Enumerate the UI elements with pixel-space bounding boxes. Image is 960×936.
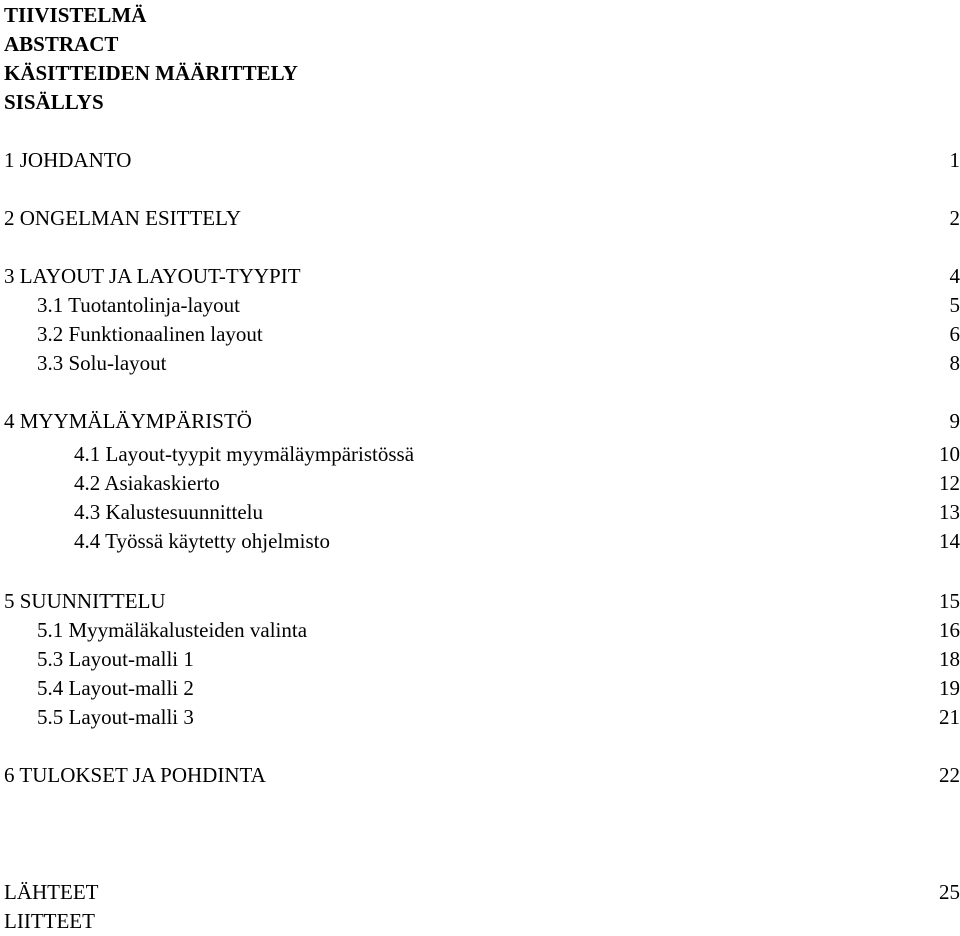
toc-entry-section-4-3[interactable]: [0, 498, 960, 527]
toc-entry-section-5-3[interactable]: [0, 645, 960, 674]
toc-entry-label: 5.4 Layout-malli 2: [37, 674, 194, 703]
toc-page-number: 6: [950, 320, 960, 349]
toc-entry-label: 3.3 Solu-layout: [37, 349, 167, 378]
toc-entry-chapter-2[interactable]: [0, 204, 960, 233]
toc-page-number: 9: [950, 407, 960, 436]
toc-page-number: 22: [939, 761, 960, 790]
toc-entry-label: 4.2 Asiakaskierto: [74, 469, 220, 498]
toc-entry-label: 5.3 Layout-malli 1: [37, 645, 194, 674]
toc-entry-section-4-1[interactable]: [0, 440, 960, 469]
toc-page-number: 21: [939, 703, 960, 732]
toc-page-number: 19: [939, 674, 960, 703]
toc-page-number: 8: [950, 349, 960, 378]
toc-page-number: 4: [950, 262, 960, 291]
toc-entry-lahteet[interactable]: [0, 878, 960, 907]
toc-entry-label: 4.3 Kalustesuunnittelu: [74, 498, 263, 527]
toc-entry-label: 4 MYYMÄLÄYMPÄRISTÖ: [4, 407, 252, 436]
toc-entry-chapter-5[interactable]: [0, 587, 960, 616]
front-heading-sisallys: [0, 88, 960, 117]
toc-entry-chapter-6[interactable]: [0, 761, 960, 790]
toc-entry-section-4-2[interactable]: [0, 469, 960, 498]
toc-entry-label: LIITTEET: [4, 907, 95, 936]
toc-entry-chapter-1[interactable]: [0, 146, 960, 175]
toc-entry-section-4-4[interactable]: [0, 527, 960, 556]
toc-entry-section-5-1[interactable]: [0, 616, 960, 645]
toc-entry-section-3-1[interactable]: [0, 291, 960, 320]
toc-page-number: 10: [939, 440, 960, 469]
front-heading-label: TIIVISTELMÄ: [4, 1, 146, 30]
toc-entry-label: 5.5 Layout-malli 3: [37, 703, 194, 732]
toc-entry-label: 3.1 Tuotantolinja-layout: [37, 291, 240, 320]
front-heading-label: KÄSITTEIDEN MÄÄRITTELY: [4, 59, 298, 88]
toc-entry-section-5-5[interactable]: [0, 703, 960, 732]
front-heading-abstract[interactable]: [0, 30, 960, 59]
toc-entry-section-3-3[interactable]: [0, 349, 960, 378]
toc-page-number: 5: [950, 291, 960, 320]
toc-entry-label: 3.2 Funktionaalinen layout: [37, 320, 263, 349]
toc-entry-label: 5 SUUNNITTELU: [4, 587, 166, 616]
front-heading-label: ABSTRACT: [4, 30, 118, 59]
toc-entry-label: 5.1 Myymäläkalusteiden valinta: [37, 616, 307, 645]
toc-entry-label: 4.4 Työssä käytetty ohjelmisto: [74, 527, 330, 556]
toc-entry-label: LÄHTEET: [4, 878, 98, 907]
front-heading-kasitteiden-maarittely[interactable]: [0, 59, 960, 88]
toc-entry-label: 2 ONGELMAN ESITTELY: [4, 204, 241, 233]
toc-entry-section-3-2[interactable]: [0, 320, 960, 349]
toc-entry-chapter-4[interactable]: [0, 407, 960, 436]
toc-page-number: 14: [939, 527, 960, 556]
toc-page-number: 16: [939, 616, 960, 645]
toc-entry-label: 1 JOHDANTO: [4, 146, 131, 175]
toc-page-number: 1: [950, 146, 960, 175]
toc-title: SISÄLLYS: [4, 88, 104, 117]
toc-entry-label: 3 LAYOUT JA LAYOUT-TYYPIT: [4, 262, 301, 291]
toc-page-number: 25: [939, 878, 960, 907]
toc-entry-chapter-3[interactable]: [0, 262, 960, 291]
toc-page-number: 18: [939, 645, 960, 674]
toc-entry-label: 4.1 Layout-tyypit myymäläympäristössä: [74, 440, 414, 469]
toc-page-number: 2: [950, 204, 960, 233]
toc-page-number: 15: [939, 587, 960, 616]
toc-entry-label: 6 TULOKSET JA POHDINTA: [4, 761, 266, 790]
toc-entry-section-5-4[interactable]: [0, 674, 960, 703]
toc-page-number: 13: [939, 498, 960, 527]
front-heading-tiivistelma[interactable]: [0, 1, 960, 30]
toc-page-number: 12: [939, 469, 960, 498]
